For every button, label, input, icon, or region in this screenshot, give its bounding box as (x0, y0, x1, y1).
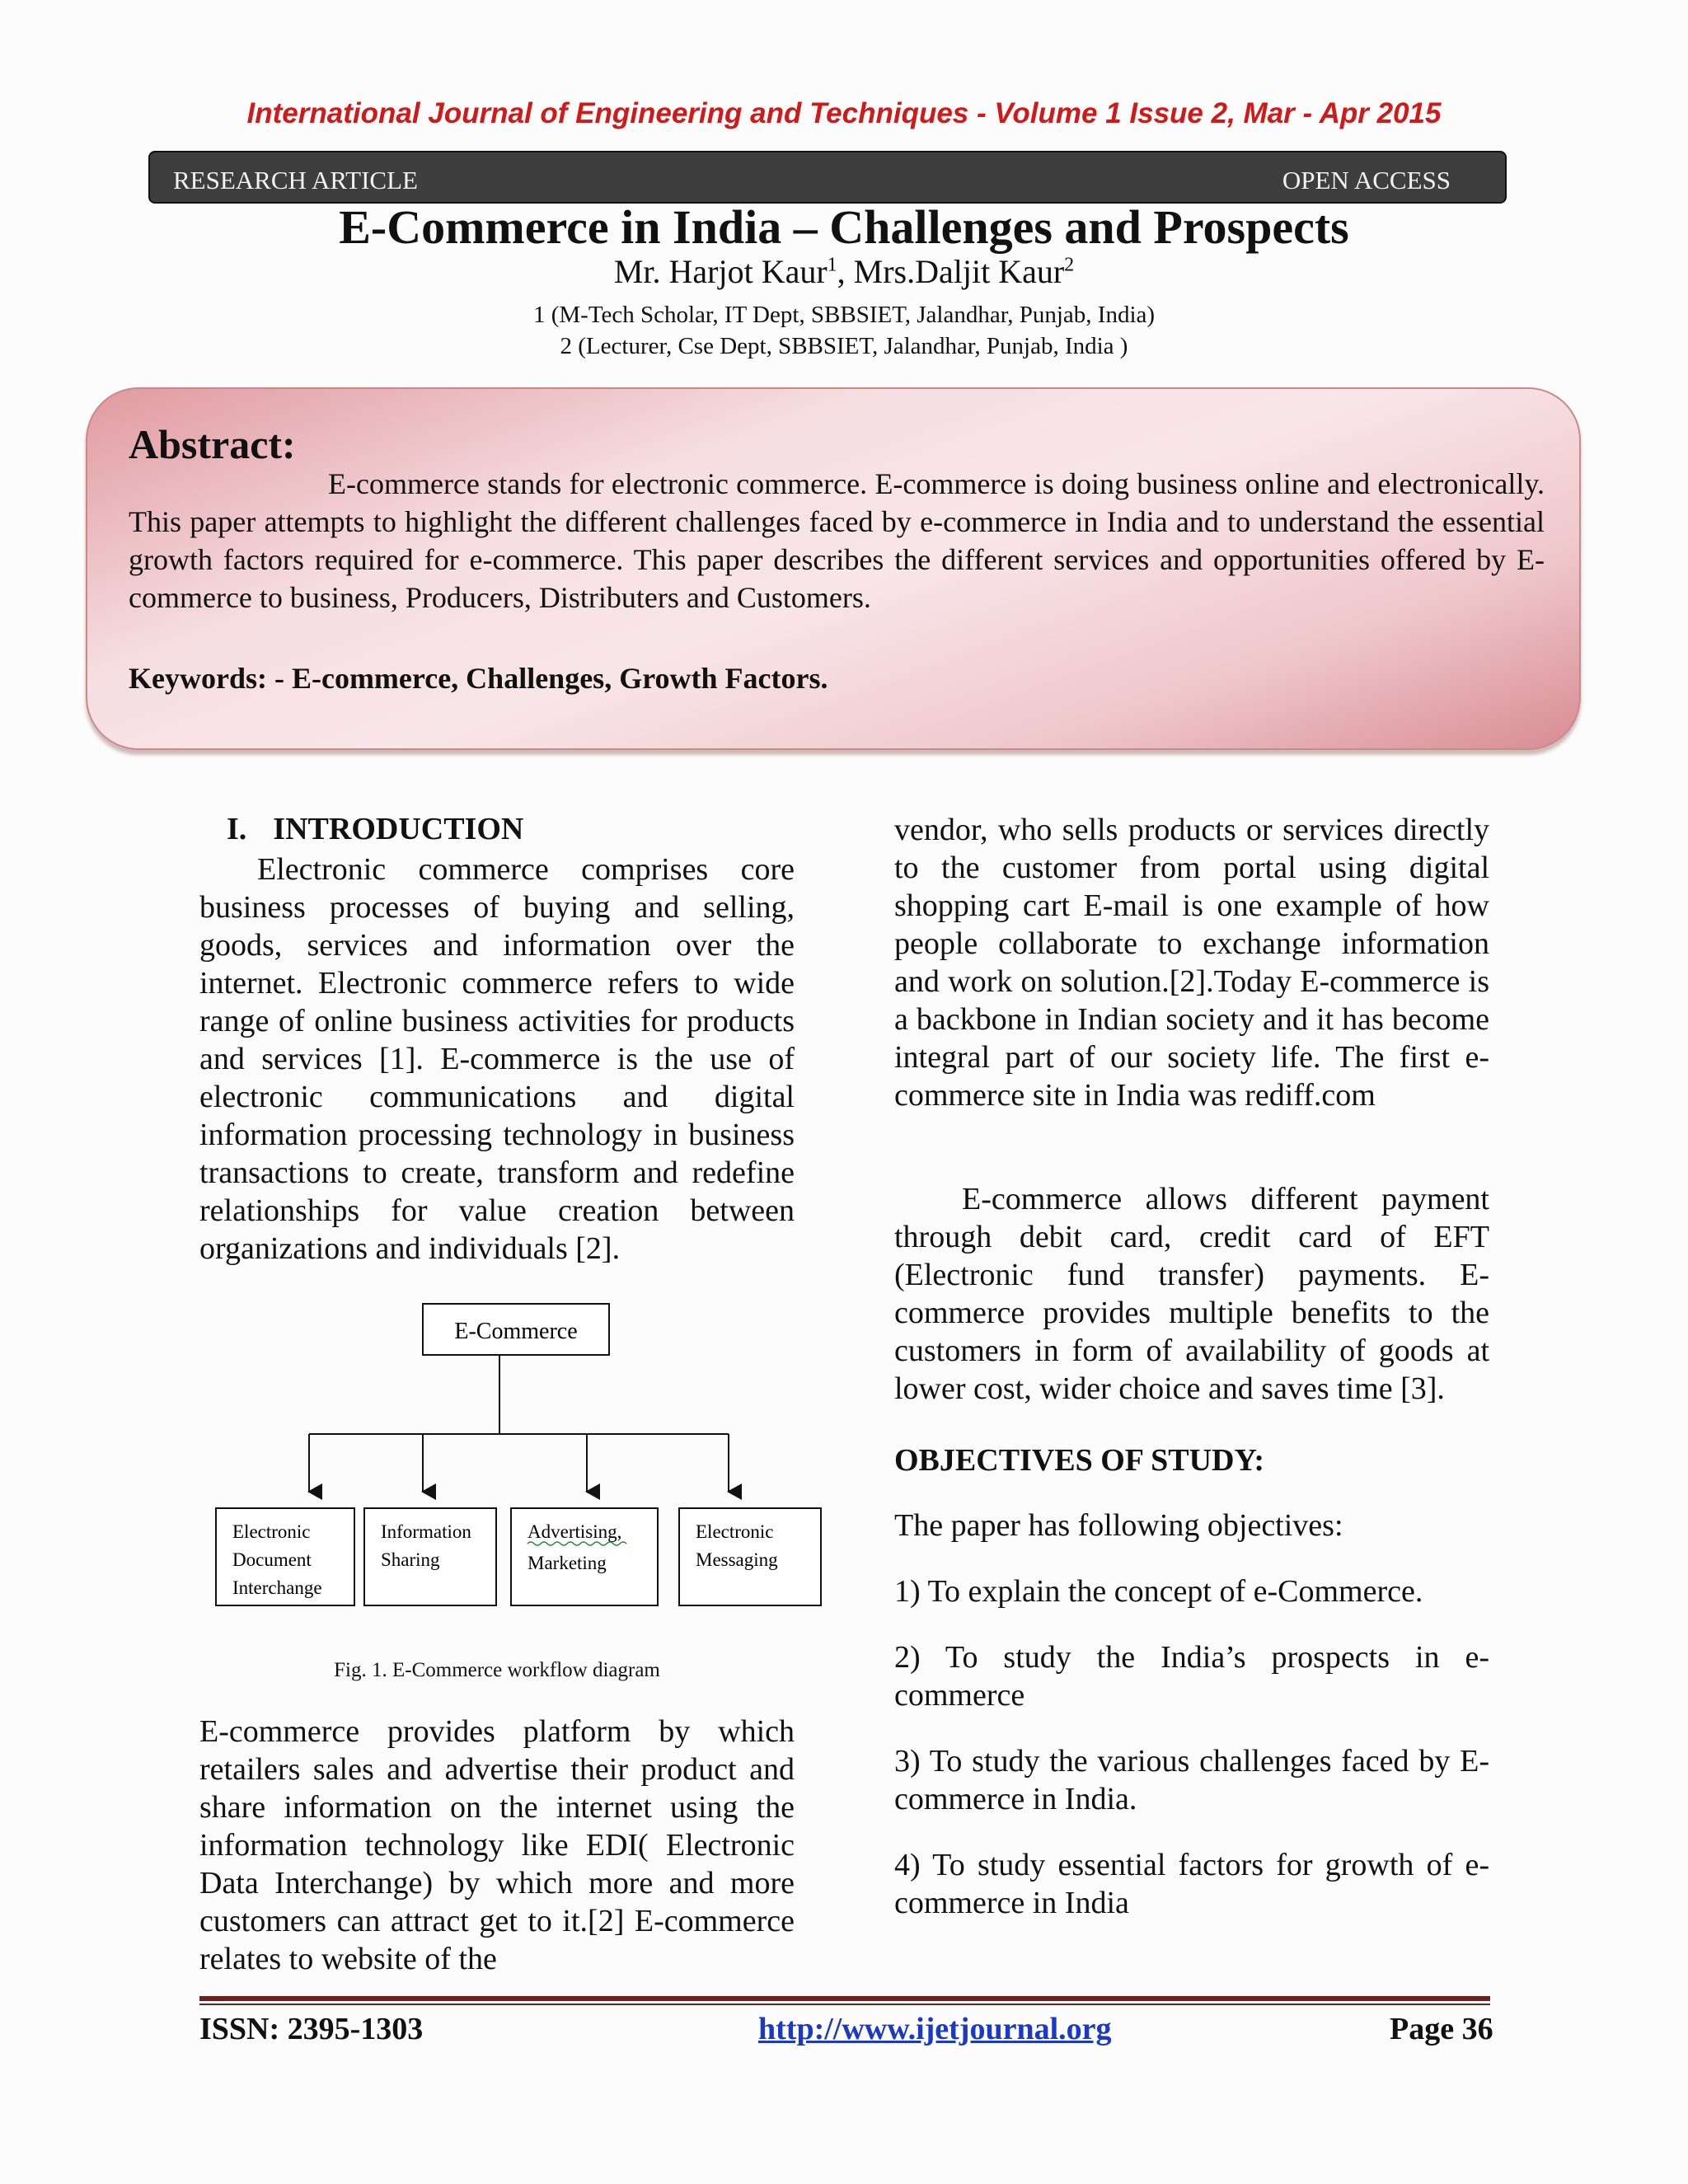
article-banner (148, 151, 1507, 204)
footer-url-link[interactable]: http://www.ijetjournal.org (758, 2012, 1112, 2046)
keywords: Keywords: - E-commerce, Challenges, Growth Factors. (129, 662, 828, 695)
objectives-heading: OBJECTIVES OF STUDY: (894, 1443, 1265, 1478)
author-line (0, 252, 1688, 291)
edi-line-2: Document (232, 1549, 312, 1570)
author-separator: , (837, 253, 854, 290)
objectives-intro: The paper has following objectives: (894, 1508, 1343, 1543)
adv-line-1: Advertising, (528, 1521, 622, 1542)
msg-line-1: Electronic (696, 1521, 774, 1542)
footer-rule-thin (199, 2004, 1490, 2005)
ecommerce-workflow-diagram (199, 1294, 826, 1624)
journal-header: International Journal of Engineering and Techniques - Volume 1 Issue 2, Mar - Apr 2015 (246, 97, 1442, 129)
introduction-heading (227, 811, 523, 847)
intro-paragraph-2: E-commerce provides platform by which retailers sales and advertise their product and share information on the internet using the information technology like EDI( Electronic Data Interchange) by which more and more customers can attract get to it.[2] E-commerce relates to website of the (199, 1714, 795, 1976)
footer-page-number: Page 36 (1390, 2012, 1493, 2046)
section-title: INTRODUCTION (273, 812, 524, 846)
info-line-1: Information (381, 1521, 471, 1542)
intro-paragraph-1: Electronic commerce comprises core business processes of buying and selling, goods, services and information over the internet. Electronic commerce refers to wide range of online business activities for products and services [1]. E-commerce is the use of electronic communications and digital information processing technology in business transactions to create, transform and redefine relationships for value creation between organizations and individuals [2]. (199, 852, 795, 1266)
abstract-box (86, 387, 1581, 750)
edi-line-3: Interchange (232, 1577, 322, 1598)
right-paragraph-1: vendor, who sells products or services directly to the customer from portal using digital shopping cart E-mail is one example of how people collaborate to exchange information and work on solution.[2].Today E-commerce is a backbone in Indian society and it has become integral part of our society life. The first e-commerce site in India was rediff.com (894, 813, 1489, 1113)
affiliation-2: 2 (Lecturer, Cse Dept, SBBSIET, Jalandhar, Punjab, India ) (560, 333, 1128, 359)
abstract-heading: Abstract: (129, 421, 296, 467)
info-line-2: Sharing (381, 1549, 440, 1570)
objective-item: 4) To study essential factors for growth of e-commerce in India (894, 1848, 1489, 1920)
objective-item: 2) To study the India’s prospects in e-commerce (894, 1640, 1489, 1713)
objective-item: 1) To explain the concept of e-Commerce. (894, 1574, 1423, 1609)
figure-caption: Fig. 1. E-Commerce workflow diagram (334, 1659, 660, 1681)
diagram-root-label: E-Commerce (454, 1319, 578, 1344)
author-1-sup: 1 (827, 254, 837, 276)
adv-line-2: Marketing (528, 1553, 607, 1573)
footer-rule (199, 1996, 1490, 2001)
edi-line-1: Electronic (232, 1521, 311, 1542)
open-access-label: OPEN ACCESS (1282, 166, 1451, 194)
abstract-text: E-commerce stands for electronic commerce. E-commerce is doing business online and electronically. This paper attempts to highlight the different challenges faced by e-commerce in India and to understand the essential growth factors required for e-commerce. This paper describes the different services and opportunities offered by E-commerce to business, Producers, Distributers and Customers. (129, 467, 1545, 614)
section-number: I. (227, 812, 247, 846)
msg-line-2: Messaging (696, 1549, 778, 1570)
right-paragraph-2: E-commerce allows different payment through debit card, credit card of EFT (Electronic fund transfer) payments. E-commerce provides multiple benefits to the customers in form of availability of goods at lower cost, wider choice and saves time [3]. (894, 1182, 1489, 1406)
author-1: Mr. Harjot Kaur (613, 253, 828, 290)
affiliation-1: 1 (M-Tech Scholar, IT Dept, SBBSIET, Jalandhar, Punjab, India) (532, 302, 1156, 328)
author-2: Mrs.Daljit Kaur (853, 253, 1065, 290)
objective-item: 3) To study the various challenges faced by E-commerce in India. (894, 1744, 1489, 1816)
article-type-label: RESEARCH ARTICLE (173, 166, 418, 194)
footer-issn: ISSN: 2395-1303 (199, 2012, 424, 2046)
author-2-sup: 2 (1064, 254, 1075, 276)
paper-title: E-Commerce in India – Challenges and Prospects (339, 200, 1349, 254)
